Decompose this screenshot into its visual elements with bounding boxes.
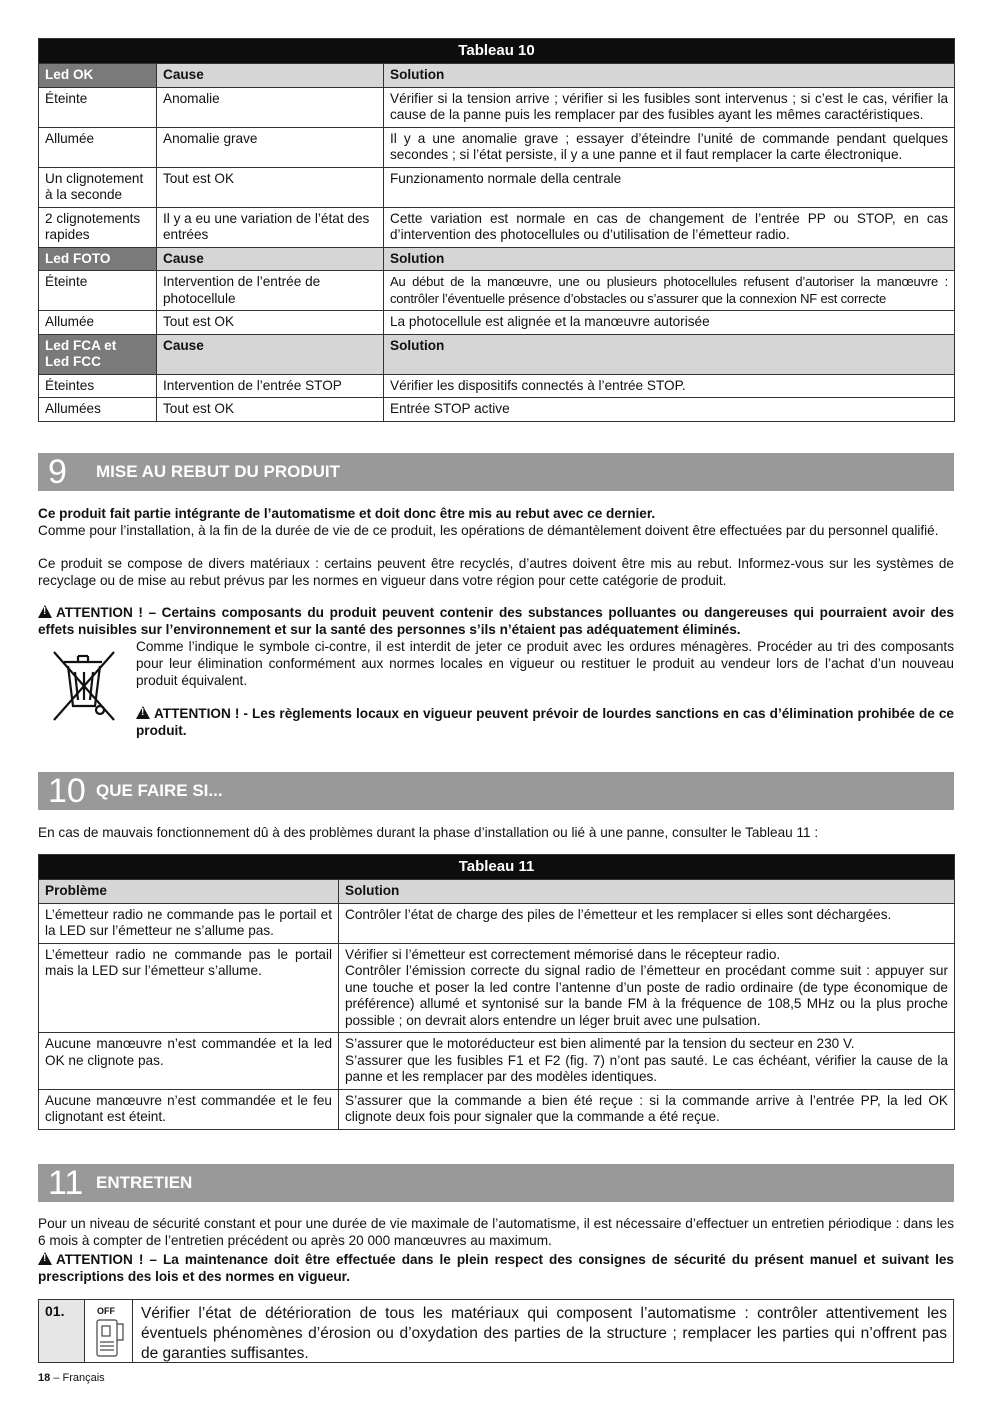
cell-problem: Aucune manœuvre n’est commandée et le feu clignotant est éteint. xyxy=(39,1089,339,1129)
cell-solution: S’assurer que le motoréducteur est bien alimenté par la tension du secteur en 230 V. S’assurer que les fusibles F1 et F2 (fig. 7) n’ont pas sauté. Le cas échéant, vérifier la cause de la panne et les remplacer par des modèles identiques. xyxy=(339,1033,955,1090)
header-led: Led FOTO xyxy=(39,247,157,271)
cell-state: 2 clignotements rapides xyxy=(39,207,157,247)
cell-state: Éteintes xyxy=(39,374,157,398)
section-9-paragraph-3: Comme l’indique le symbole ci-contre, il est interdit de jeter ce produit avec les ordures ménagères. Procéder au tri des composants pour leur élimination conformément aux normes locales en vigueur ou restituer le produit au vendeur lors de l’achat d’un nouveau produit équivalent. xyxy=(136,639,954,688)
cell-cause: Il y a eu une variation de l’état des entrées xyxy=(157,207,384,247)
table-row xyxy=(39,167,955,207)
section-9-intro: Ce produit fait partie intégrante de l’automatisme et doit donc être mis au rebut avec ce dernier. xyxy=(38,506,656,521)
header-solution: Solution xyxy=(384,64,955,88)
cell-solution: Cette variation est normale en cas de changement de l’entrée PP ou STOP, en cas d’intervention des photocellules ou d’utilisation de l’émetteur radio. xyxy=(384,207,955,247)
section-11-intro: Pour un niveau de sécurité constant et pour une durée de vie maximale de l’automatisme, il est nécessaire d’effectuer un entretien périodique : dans les 6 mois à compter de l’entretien précédent ou après 20 000 manœuvres au maximum. xyxy=(38,1216,954,1248)
cell-solution: Funzionamento normale della centrale xyxy=(384,167,955,207)
cell-solution: Entrée STOP active xyxy=(384,398,955,422)
icon-label: OFF xyxy=(97,1306,115,1316)
header-solution: Solution xyxy=(384,334,955,374)
section-title: MISE AU REBUT DU PRODUIT xyxy=(96,462,340,481)
cell-state: Éteinte xyxy=(39,87,157,127)
cell-cause: Anomalie grave xyxy=(157,127,384,167)
cell-cause: Intervention de l’entrée STOP xyxy=(157,374,384,398)
cell-state: Allumée xyxy=(39,311,157,335)
cell-solution: Contrôler l’état de charge des piles de l’émetteur et les remplacer si elles sont déchargées. xyxy=(339,903,955,943)
table-row xyxy=(39,1033,955,1090)
header-solution: Solution xyxy=(339,880,955,904)
table-header-row xyxy=(39,64,955,88)
step-text: Vérifier l’état de détérioration de tous les matériaux qui composent l’automatisme : contrôler attentivement les éventuels phénomènes d’érosion ou d’oxydation des parties de la structure ; remplacer les parties qui n’offrent pas de garanties suffisantes. xyxy=(141,1305,947,1362)
warning-2-text: ATTENTION ! - Les règlements locaux en vigueur peuvent prévoir de lourdes sanctions en cas d’élimination prohibée de ce produit. xyxy=(136,706,954,738)
cell-cause: Anomalie xyxy=(157,87,384,127)
cell-state: Allumée xyxy=(39,127,157,167)
header-led: Led OK xyxy=(39,64,157,88)
footer-language: – Français xyxy=(53,1372,105,1384)
section-title: QUE FAIRE SI... xyxy=(96,781,223,800)
cell-problem: Aucune manœuvre n’est commandée et la led OK ne clignote pas. xyxy=(39,1033,339,1090)
table-row xyxy=(39,271,955,311)
cell-solution: Vérifier les dispositifs connectés à l’entrée STOP. xyxy=(384,374,955,398)
table-10 xyxy=(38,38,955,422)
section-11-heading xyxy=(38,1164,954,1202)
cell-cause: Tout est OK xyxy=(157,311,384,335)
table-header-row xyxy=(39,880,955,904)
table-header-row xyxy=(39,247,955,271)
cell-problem: L’émetteur radio ne commande pas le portail et la LED sur l’émetteur ne s’allume pas. xyxy=(39,903,339,943)
section-number: 10 xyxy=(48,772,86,810)
warning-1-text: ATTENTION ! – Certains composants du produit peuvent contenir des substances polluantes ou dangereuses qui pourraient avoir des effets nuisibles sur l’environnement et sur la santé des personnes s’ils n’étaient pas adéquatement éliminés. xyxy=(38,605,954,637)
cell-cause: Tout est OK xyxy=(157,167,384,207)
warning-triangle-icon xyxy=(38,1252,52,1265)
table-header-row xyxy=(39,334,955,374)
header-cause: Cause xyxy=(157,334,384,374)
warning-triangle-icon xyxy=(136,706,150,719)
table-row xyxy=(39,87,955,127)
table-row xyxy=(39,398,955,422)
header-led: Led FCA et Led FCC xyxy=(39,334,157,374)
maintenance-step xyxy=(38,1299,954,1363)
section-title: ENTRETIEN xyxy=(96,1173,193,1192)
header-cause: Cause xyxy=(157,247,384,271)
table-11 xyxy=(38,854,955,1130)
page-footer xyxy=(38,1372,105,1386)
header-cause: Cause xyxy=(157,64,384,88)
table-row xyxy=(39,1089,955,1129)
circuit-breaker-off-icon xyxy=(85,1300,133,1362)
table-row xyxy=(39,903,955,943)
section-10-heading xyxy=(38,772,954,810)
section-number: 11 xyxy=(48,1164,84,1202)
section-9-paragraph-2: Ce produit se compose de divers matériaux : certains peuvent être recyclés, d’autres doivent être mis au rebut. Informez-vous sur les systèmes de recyclage ou de mise au rebut prévus par les normes en vigueur dans votre région pour cette catégorie de produit. xyxy=(38,556,954,588)
warning-1 xyxy=(38,605,954,639)
page-number: 18 xyxy=(38,1372,51,1384)
section-10-intro: En cas de mauvais fonctionnement dû à des problèmes durant la phase d’installation ou lié à une panne, consulter le Tableau 11 : xyxy=(38,825,819,840)
table-row xyxy=(39,374,955,398)
cell-problem: L’émetteur radio ne commande pas le portail mais la LED sur l’émetteur s’allume. xyxy=(39,943,339,1033)
cell-solution: Vérifier si la tension arrive ; vérifier si les fusibles sont intervenus ; si c’est le cas, vérifier la cause de la panne puis les remplacer par des fusibles ayant les mêmes caractéristiques. xyxy=(384,87,955,127)
table-row xyxy=(39,127,955,167)
crossed-out-wheelie-bin-icon xyxy=(48,644,120,724)
table-row xyxy=(39,207,955,247)
cell-solution: La photocellule est alignée et la manœuvre autorisée xyxy=(384,311,955,335)
table-row xyxy=(39,943,955,1033)
cell-solution: S’assurer que la commande a bien été reçue : si la commande arrive à l’entrée PP, la led OK clignote deux fois pour signaler que la commande a été reçue. xyxy=(339,1089,955,1129)
table-row xyxy=(39,311,955,335)
cell-state: Éteinte xyxy=(39,271,157,311)
warning-3 xyxy=(38,1252,954,1286)
header-solution: Solution xyxy=(384,247,955,271)
cell-state: Allumées xyxy=(39,398,157,422)
cell-cause: Tout est OK xyxy=(157,398,384,422)
table-title: Tableau 10 xyxy=(39,39,955,64)
cell-solution: Il y a une anomalie grave ; essayer d’éteindre l’unité de commande pendant quelques secondes ; si l’état persiste, il y a une panne et il faut remplacer la carte électronique. xyxy=(384,127,955,167)
section-9-paragraph-1: Comme pour l’installation, à la fin de la durée de vie de ce produit, les opérations de démantèlement doivent être effectuées par du personnel qualifié. xyxy=(38,523,939,538)
warning-triangle-icon xyxy=(38,605,52,618)
table-title: Tableau 11 xyxy=(39,855,955,880)
warning-3-text: ATTENTION ! – La maintenance doit être effectuée dans le plein respect des consignes de sécurité du présent manuel et suivant les prescriptions des lois et des normes en vigueur. xyxy=(38,1252,954,1284)
cell-cause: Intervention de l’entrée de photocellule xyxy=(157,271,384,311)
section-9-heading xyxy=(38,453,954,491)
step-number: 01. xyxy=(39,1300,85,1362)
cell-solution: Vérifier si l’émetteur est correctement mémorisé dans le récepteur radio. Contrôler l’émission correcte du signal radio de l’émetteur en procédant comme suit : appuyer sur une touche et poser la led contre l’antenne d’un poste de radio ordinaire (de type économique de préférence) allumé et syntonisé sur la bande FM à la fréquence de 108,5 MHz ou la plus proche possible ; on devrait alors entendre un léger bruit avec une pulsation. xyxy=(339,943,955,1033)
section-number: 9 xyxy=(48,453,67,491)
warning-2 xyxy=(136,706,954,740)
cell-solution: Au début de la manœuvre, une ou plusieurs photocellules refusent d’autoriser la manœuvre : contrôler l’éventuelle présence d’obstacles ou s’assurer que la connexion NF est correcte xyxy=(384,271,955,311)
header-problem: Problème xyxy=(39,880,339,904)
cell-state: Un clignotement à la seconde xyxy=(39,167,157,207)
